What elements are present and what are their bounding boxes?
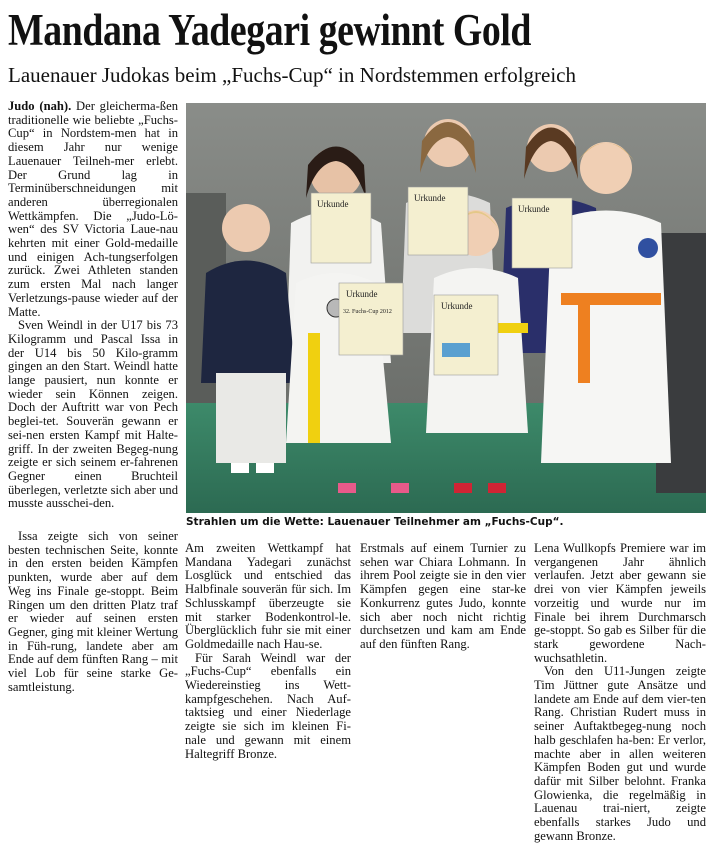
- certificate-4-label: Urkunde: [346, 289, 378, 299]
- headline: Mandana Yadegari gewinnt Gold: [8, 5, 532, 55]
- article-column-1: [8, 100, 178, 511]
- article-column-3: [360, 542, 526, 652]
- photo-caption: Strahlen um die Wette: Lauenauer Teilnehmer am „Fuchs-Cup“.: [186, 516, 564, 528]
- paragraph-8: Von den U11-Jungen zeigte Tim Jüttner gute Ansätze und landete am Ende auf dem vier-ten Rang. Christian Rudert muss in seiner Auftaktbegeg-nung noch halb geschlafen ha-ben: Er verlor, machte aber in allen weiteren Kämpfen Boden gut und wurde dafür mit Silber belohnt. Franka Glowienka, die regelmäßig in Lauenau trai-niert, zeigte ebenfalls starkes Judo und gewann Bronze.: [534, 664, 706, 843]
- paragraph-1-text: Der gleicherma-ßen traditionelle wie beliebte „Fuchs-Cup“ in Nordstem-men hat in diesem Jahr nur wenige Lauenauer Teilneh-mer erlebt. Der Grund lag in Terminüberschneidungen mit anderen überregionalen Wettkämpfen. Die „Judo-Lö-wen“ des SV Victoria Laue-nau kehrten mit einer Gold-medaille und einigen Ach-tungserfolgen zurück. Zwei Athleten standen zum ersten Mal nach langer Verletzungs-pause wieder auf der Matte.: [8, 99, 178, 319]
- certificate-1-label: Urkunde: [317, 199, 349, 209]
- paragraph-6: Erstmals auf einem Turnier zu sehen war Chiara Lohmann. In ihrem Pool zeigte sie in den vier Kämpfen gegen eine star-ke Konkurrenz gutes Judo, konnte sich aber noch nicht richtig durchsetzen und kam am Ende auf den fünften Rang.: [360, 541, 526, 651]
- paragraph-5: Für Sarah Weindl war der „Fuchs-Cup“ ebenfalls ein Wiedereinstieg ins Wett-kampfgeschehen. Nach Auf-taktsieg und einer Niederlage zeigte sie sich im kleinen Fi-nale und gewann mit einem Haltegriff Bronze.: [185, 650, 351, 761]
- paragraph-1: [8, 100, 178, 319]
- paragraph-3: Issa zeigte sich von seiner besten technischen Seite, konnte in den ersten beiden Kämpfen punkten, wurde aber auf dem Weg ins Finale ge-stoppt. Beim Ringen um den dritten Platz traf er wieder auf seinen ersten Gegner, ging mit kleiner Wertung in Füh-rung, landete aber am Ende auf dem fünften Rang – mit viel Lob für seine starke Ge-samtleistung.: [8, 529, 178, 694]
- article-column-1-lower: [8, 530, 178, 694]
- article-column-4: [534, 542, 706, 843]
- dateline: Judo (nah).: [8, 99, 72, 113]
- certificate-5: [434, 295, 498, 375]
- certificate-1: [311, 193, 371, 263]
- paragraph-7: Lena Wullkopfs Premiere war im vergangenen Jahr ähnlich verlaufen. Jetzt aber gewann sie drei von vier Kämpfen jeweils vorzeitig und wurde nur im Finale bei ihrem Durchmarsch ge-stoppt. So gab es Silber für die stark gewordene Nach-wuchsathletin.: [534, 541, 706, 665]
- certificate-3: [512, 198, 572, 268]
- certificate-3-label: Urkunde: [518, 204, 550, 214]
- certificate-4-event: 32. Fuchs-Cup 2012: [343, 309, 392, 315]
- team-photo-illustration: [186, 103, 706, 513]
- paragraph-2: Sven Weindl in der U17 bis 73 Kilogramm und Pascal Issa in der U14 bis 50 Kilo-gramm gingen an den Start. Weindl hatte lange pausiert, nun konnte er wieder sein Können zeigen. Doch der Auftritt war von Pech beglei-tet. Souverän gewann er sei-nen ersten Kampf mit Halte-griff. In der zweiten Begeg-nung zeigte er sich seinem er-fahrenen Gegner einen Bruchteil überlegen, verletzte sich aber und musste ausschei-den.: [8, 318, 178, 511]
- certificate-4: [339, 283, 403, 355]
- article-column-2: [185, 542, 351, 761]
- subheadline: Lauenauer Judokas beim „Fuchs-Cup“ in Nordstemmen erfolgreich: [8, 63, 576, 87]
- paragraph-4: Am zweiten Wettkampf hat Mandana Yadegari zunächst Losglück und entschied das Halbfinale souverän für sich. Im Schlusskampf überzeugte sie mit starker Bodenkontrol-le. Überglücklich fuhr sie mit einer Goldmedaille nach Hau-se.: [185, 541, 351, 651]
- certificate-2: [408, 187, 468, 255]
- team-photo: [186, 103, 706, 513]
- certificate-2-label: Urkunde: [414, 193, 446, 203]
- certificate-5-label: Urkunde: [441, 301, 473, 311]
